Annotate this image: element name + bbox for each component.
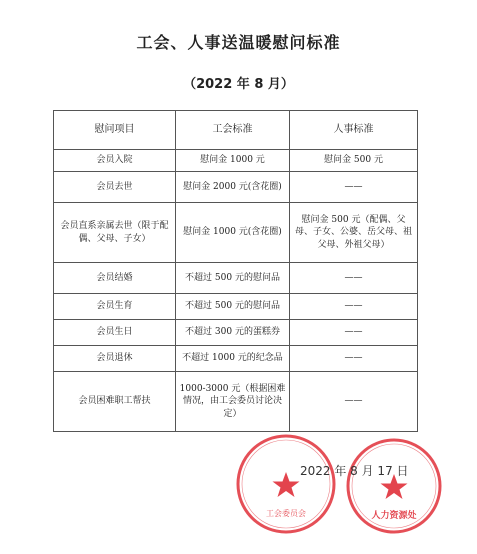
cell-hr: —— — [290, 263, 418, 294]
cell-union: 慰问金 2000 元(含花圈) — [176, 172, 290, 203]
cell-item: 会员直系亲属去世（限于配偶、父母、子女） — [54, 203, 176, 263]
cell-hr: —— — [290, 294, 418, 320]
cell-union: 不超过 1000 元的纪念品 — [176, 346, 290, 372]
cell-hr: —— — [290, 172, 418, 203]
seal-text: 人力资源处 — [371, 511, 417, 521]
cell-union: 1000-3000 元（根据困难情况，由工会委员讨论决定） — [176, 372, 290, 432]
page-subtitle: （2022 年 8 月） — [183, 77, 294, 92]
cell-hr: —— — [290, 346, 418, 372]
seal-star-icon — [273, 472, 300, 497]
hr-seal — [344, 436, 444, 536]
table-row — [54, 263, 418, 294]
table-row — [54, 372, 418, 432]
standards-table — [53, 110, 418, 432]
cell-item: 会员生育 — [54, 294, 176, 320]
table-row — [54, 294, 418, 320]
cell-item: 会员入院 — [54, 150, 176, 172]
table-row — [54, 346, 418, 372]
table-row — [54, 150, 418, 172]
cell-item: 会员困难职工帮扶 — [54, 372, 176, 432]
cell-hr: —— — [290, 372, 418, 432]
header-union: 工会标准 — [176, 111, 290, 150]
cell-union: 不超过 500 元的慰问品 — [176, 263, 290, 294]
cell-union: 不超过 500 元的慰问品 — [176, 294, 290, 320]
cell-union: 不超过 300 元的蛋糕券 — [176, 320, 290, 346]
cell-item: 会员生日 — [54, 320, 176, 346]
union-seal — [234, 432, 338, 536]
cell-item: 会员退休 — [54, 346, 176, 372]
header-hr: 人事标准 — [290, 111, 418, 150]
header-item: 慰问项目 — [54, 111, 176, 150]
table-row — [54, 203, 418, 263]
cell-hr: 慰问金 500 元（配偶、父母、子女、公婆、岳父母、祖父母、外祖父母） — [290, 203, 418, 263]
seal-text: 工会委员会 — [266, 509, 306, 518]
cell-hr: —— — [290, 320, 418, 346]
document-date: 2022 年 8 月 17 日 — [300, 464, 409, 478]
cell-item: 会员去世 — [54, 172, 176, 203]
cell-item: 会员结婚 — [54, 263, 176, 294]
page-title: 工会、人事送温暖慰问标准 — [136, 33, 341, 52]
cell-hr: 慰问金 500 元 — [290, 150, 418, 172]
table-header-row — [54, 111, 418, 150]
cell-union: 慰问金 1000 元(含花圈) — [176, 203, 290, 263]
table-row — [54, 320, 418, 346]
cell-union: 慰问金 1000 元 — [176, 150, 290, 172]
table-row — [54, 172, 418, 203]
